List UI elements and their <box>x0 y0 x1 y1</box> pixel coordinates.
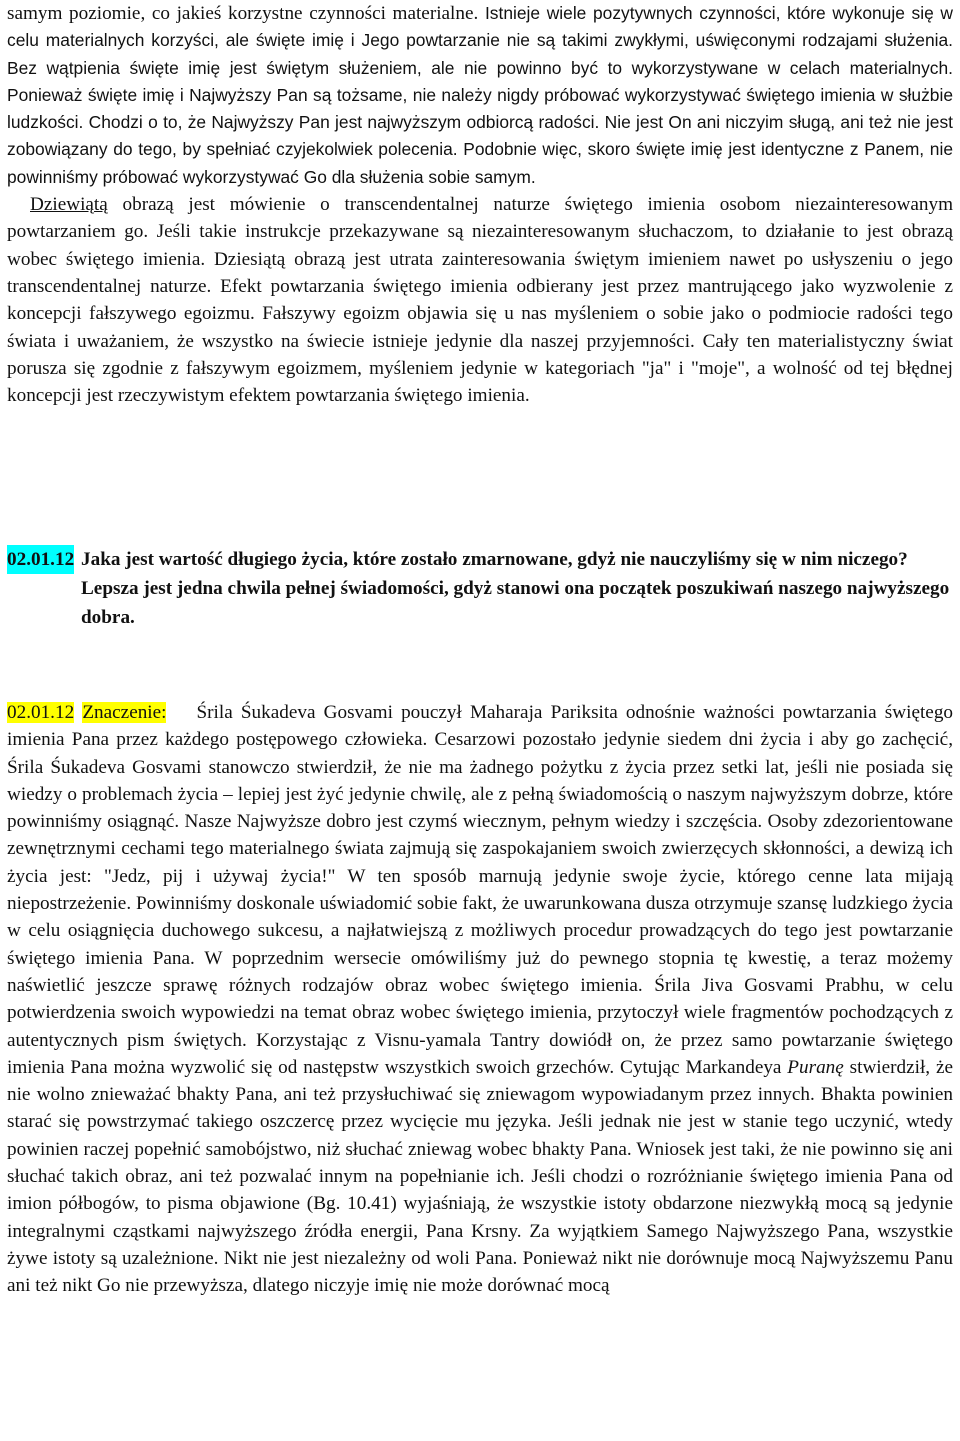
sentence-5: Chodzi o to, że Najwyższy Pan jest najwyższym odbiorcą radości. <box>83 112 600 133</box>
paragraph-2-body: obrazą jest mówienie o transcendentalnej naturze świętego imienia osobom niezainteresowanym powtarzaniem go. Jeśli takie instrukcje przekazywane są niezainteresowanym słuchaczom, to działanie to jest obrazą wobec świętego imienia. Dziesiątą obrazą jest utrata zainteresowania świętym imieniem nawet po usłyszeniu o jego transcendentalnej naturze. Efekt powtarzania świętego imienia odbierany jest przez mantrującego jako wyzwolenie z koncepcji fałszywego egoizmu. Fałszywy egoizm objawia się u nas myśleniem o sobie jako o podmiocie radości tego świata i uważaniem, że wszystko na świecie istnieje jedynie dla naszej przyjemności. Cały ten materialistyczny świat porusza się zgodnie z fałszywym egoizmem, myśleniem jedynie w kategoriach "ja" i "moje", a wolność od tej błędnej koncepcji jest rzeczywistym efektem powtarzania świętego imienia. <box>7 194 953 407</box>
paragraph-offences <box>7 0 953 409</box>
meaning-text-1: Śrila Śukadeva Gosvami pouczył Maharaja Pariksita odnośnie ważności powtarzania świętego imienia Pana przez każdego postępowego człowieka. Cesarzowi pozostało jedynie siedem dni życia i aby go zachęcić, Śrila Śukadeva Gosvami stanowczo stwierdził, że nie ma żadnego pożytku z życia przez setki lat, jeśli nie posiada się wiedzy o problemach życia – lepiej jest żyć jedynie chwilę, ale z pełną świadomością o naszym najwyższym dobrze, które powinniśmy osiągnąć. Nasze Najwyższe dobro jest czymś wiecznym, pełnym wiedzy i szczęścia. Osoby zdezorientowane zewnętrznymi cechami tego materialnego świata zajmują się zaspokajaniem swoich zwierzęcych skłonności, a dewizą ich życia jest: "Jedz, pij i używaj życia!" W ten sposób marnują jedynie swoje życie, którego cenne lata mijają niepostrzeżenie. Powinniśmy doskonale uświadomić sobie fakt, że uwarunkowana dusza otrzymuje szansę ludzkiego życia w celu osiągnięcia duchowego sukcesu, a najłatwiejszą z możliwych procedur prowadzących do tego jest powtarzanie świętego imienia Pana. W poprzednim wersecie omówiliśmy już do pewnego stopnia tę kwestię, a teraz możemy naświetlić jeszcze sprawę różnych rodzajów obraz wobec świętego imienia. Śrila Jiva Gosvami Prabhu, w celu potwierdzenia swoich wypowiedzi na temat obraz wobec świętego imienia, przytoczył wiele fragmentów pochodzących z autentycznych pism świętych. Korzystając z Visnu-yamala Tantry dowiódł on, że przez samo powtarzanie świętego imienia Pana można wyzwolić się od następstw wszystkich swoich grzechów. Cytując Markandeya <box>7 702 954 1078</box>
sentence-2: Istnieje wiele pozytywnych czynności, które wykonuje się w celu materialnych korzyści, ale święte imię i Jego powtarzanie nie są takimi zwykłymi, uświęconymi rodzajami służenia. <box>7 3 953 51</box>
sentence-4: Ponieważ święte imię i Najwyższy Pan są tożsame, nie należy nigdy próbować wykorzystywać świętego imienia w służbie ludzkości. <box>7 84 953 133</box>
ninth-offence-label: Dziewiątą <box>30 194 108 216</box>
sentence-6: Nie jest On ani niczyim sługą, ani też nie jest zobowiązany do tego, by spełniać czyjekolwiek polecenia. <box>7 112 953 160</box>
meaning-block <box>7 699 953 1300</box>
meaning-paragraph <box>7 699 953 1300</box>
meaning-label: Znaczenie: <box>82 702 167 723</box>
verse-text: Jaka jest wartość długiego życia, które zostało zmarnowane, gdyż nie nauczyliśmy się w nim niczego? Lepsza jest jedna chwila pełnej świadomości, gdyż stanowi ona początek poszukiwań naszego najwyższego dobra. <box>81 549 950 628</box>
verse-number: 02.01.12 <box>7 545 74 574</box>
sentence-3: Bez wątpienia święte imię jest świętym służeniem, ale nie powinno być to wykorzystywane w celach materialnych. <box>7 57 953 78</box>
purana-title: Puranę <box>787 1056 844 1078</box>
sentence-1: samym poziomie, co jakieś korzystne czynności materialne. <box>7 3 479 24</box>
paragraph-1 <box>7 0 953 191</box>
paragraph-2 <box>7 191 953 409</box>
meaning-text-2: stwierdził, że nie wolno znieważać bhakty Pana, ani też przysłuchiwać się zniewagom wypowiadanym przez innych. Bhakta powinien starać się powstrzymać takiego oszczercę przez wycięcie mu języka. Jeśli jednak nie jest w stanie tego uczynić, wtedy powinien raczej popełnić samobójstwo, niż słuchać zniewag wobec bhakty Pana. Wniosek jest taki, że nie powinno się ani słuchać takich obraz, ani też pozwalać innym na popełnianie ich. Jeśli chodzi o rozróżnianie świętego imienia Pana od imion półbogów, to pisma objawione (Bg. 10.41) wyjaśniają, że wszystkie istoty obdarzone niezwykłą mocą są jedynie integralnymi cząstkami najwyższego źródła energii, Pana Krsny. Za wyjątkiem Samego Najwyższego Pana, wszystkie żywe istoty są uzależnione. Nikt nie jest niezależny od woli Pana. Ponieważ nikt nie dorównuje mocą Najwyższemu Panu ani też nikt Go nie przewyższa, dlatego niczyje imię nie może dorównać mocą <box>7 1056 953 1297</box>
meaning-number: 02.01.12 <box>7 702 75 723</box>
sentence-7: Podobnie więc, skoro święte imię jest identyczne z Panem, nie powinniśmy próbować wykorzystywać Go dla służenia sobie samym. <box>7 139 953 187</box>
